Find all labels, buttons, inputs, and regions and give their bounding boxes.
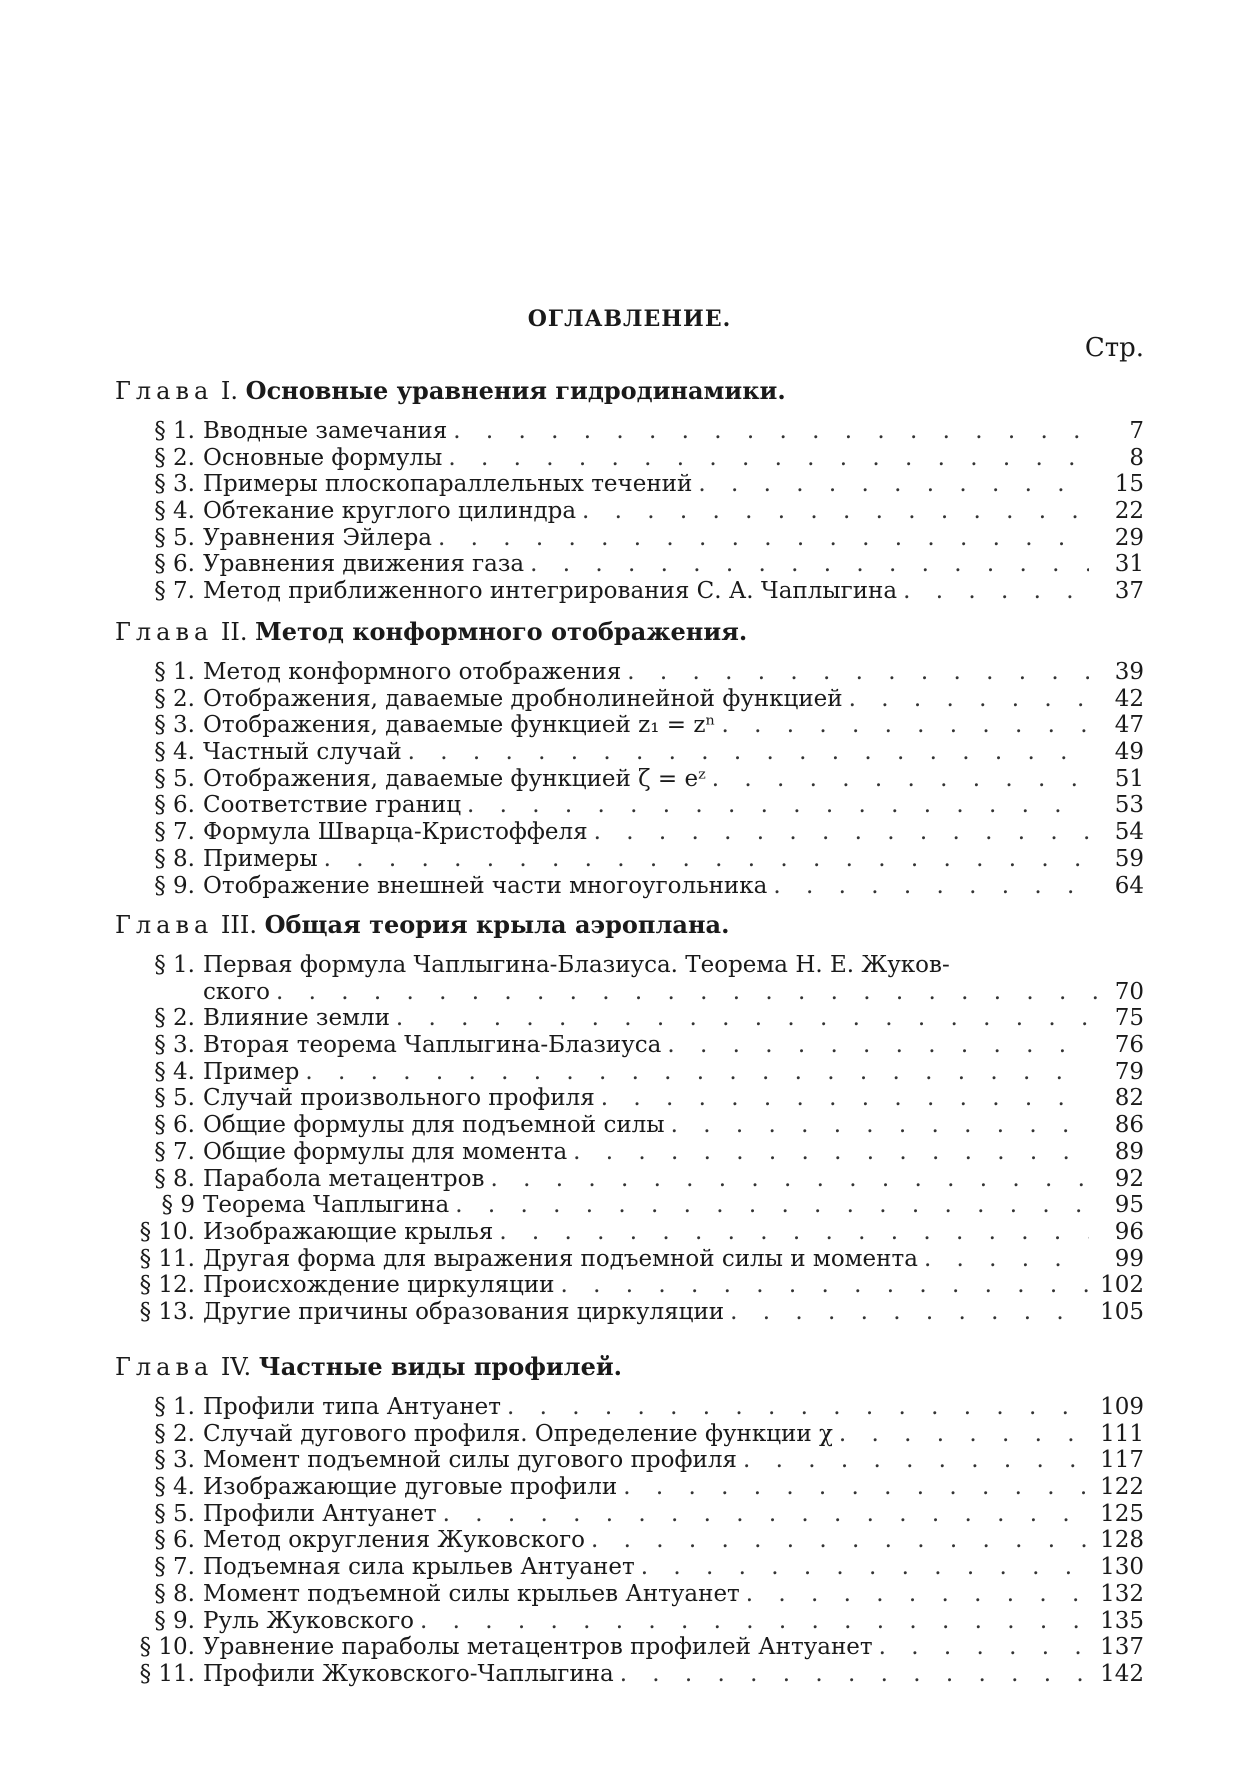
dot-leader — [567, 1139, 1089, 1166]
toc-entry[interactable] — [115, 846, 1144, 873]
section-number: § 3. — [154, 1032, 195, 1059]
toc-entry[interactable] — [115, 1634, 1144, 1661]
toc-entry[interactable] — [115, 792, 1144, 819]
page-number: 117 — [1100, 1447, 1144, 1474]
section-number: § 13. — [139, 1298, 195, 1325]
entry-title: Случай произвольного профиля — [203, 1085, 595, 1112]
entry-title: Общие формулы для подъемной силы — [203, 1112, 665, 1139]
section-number: § 5. — [154, 765, 195, 792]
page-number: 92 — [1114, 1165, 1144, 1192]
dot-leader — [461, 792, 1089, 819]
section-number: § 8. — [154, 1165, 195, 1192]
dot-leader — [767, 873, 1089, 900]
toc-entry[interactable] — [115, 1527, 1144, 1554]
dot-leader — [402, 739, 1089, 766]
toc-entry[interactable] — [115, 1447, 1144, 1474]
dot-leader — [484, 1166, 1089, 1193]
dot-leader — [833, 1421, 1089, 1448]
entry-title: Примеры плоскопараллельных течений — [203, 471, 693, 498]
entry-title: Уравнения движения газа — [203, 551, 525, 578]
dot-leader — [737, 1447, 1089, 1474]
dot-leader — [432, 525, 1089, 552]
toc-entry[interactable] — [115, 1661, 1144, 1688]
toc-entry[interactable] — [115, 1139, 1144, 1166]
dot-leader — [706, 766, 1089, 793]
entry-title-continued: ского — [203, 978, 271, 1005]
entry-title: Отображения, даваемые функцией z₁ = zⁿ — [203, 712, 716, 739]
section-number: § 8. — [154, 1580, 195, 1607]
toc-entry-continuation[interactable] — [115, 979, 1144, 1006]
entry-title: Руль Жуковского — [203, 1607, 414, 1634]
chapter-heading — [115, 1350, 1144, 1384]
page-number: 37 — [1114, 578, 1144, 605]
dot-leader — [524, 551, 1089, 578]
page-number: 7 — [1129, 418, 1144, 444]
section-number: § 10. — [139, 1218, 195, 1245]
section-number: § 12. — [139, 1272, 195, 1299]
dot-leader — [897, 578, 1089, 605]
section-number: § 8. — [154, 845, 195, 872]
dot-leader — [501, 1394, 1089, 1421]
section-number: § 9. — [154, 872, 195, 899]
toc-entry[interactable] — [115, 873, 1144, 900]
page-number: 132 — [1100, 1580, 1144, 1607]
page-number: 105 — [1100, 1298, 1144, 1325]
toc-entry[interactable] — [115, 659, 1144, 686]
toc-entry[interactable] — [115, 1608, 1144, 1635]
chapter-numeral: I. — [220, 377, 239, 405]
section-number: § 9 — [161, 1192, 195, 1219]
page-number: 42 — [1114, 685, 1144, 712]
page-number: 135 — [1100, 1607, 1144, 1634]
toc-entry[interactable] — [115, 1192, 1144, 1219]
section-number: § 3. — [154, 471, 195, 498]
section-number: § 6. — [154, 1112, 195, 1139]
entry-title: Изображающие дуговые профили — [203, 1474, 618, 1501]
page-number: 95 — [1114, 1192, 1144, 1219]
entry-title: Момент подъемной силы крыльев Антуанет — [203, 1580, 740, 1607]
page-number: 59 — [1114, 845, 1144, 872]
toc-entry[interactable] — [115, 952, 1144, 979]
toc-entry[interactable] — [115, 1005, 1144, 1032]
entry-title: Отображения, даваемые функцией ζ = eᶻ — [203, 765, 706, 792]
page-number: 76 — [1114, 1032, 1144, 1059]
toc-entry[interactable] — [115, 498, 1144, 525]
section-number: § 4. — [154, 498, 195, 525]
dot-leader — [918, 1246, 1089, 1273]
section-number: § 5. — [154, 524, 195, 551]
section-number: § 7. — [154, 1554, 195, 1581]
entry-title: Другая форма для выражения подъемной силы и момента — [203, 1245, 918, 1272]
page-title: ОГЛАВЛЕНИЕ. — [527, 306, 732, 332]
chapter-numeral: II. — [220, 618, 248, 646]
page-number: 29 — [1114, 524, 1144, 551]
toc-entry[interactable] — [115, 418, 1144, 445]
entry-title: Вторая теорема Чаплыгина-Блазиуса — [203, 1032, 662, 1059]
entry-list — [115, 1394, 1144, 1688]
chapter-word: Глава — [115, 377, 214, 405]
toc-entry[interactable] — [115, 1421, 1144, 1448]
entry-title: Общие формулы для момента — [203, 1138, 568, 1165]
entry-title: Примеры — [203, 845, 318, 872]
entry-title: Метод приближенного интегрирования С. А. Чаплыгина — [203, 578, 898, 605]
page-number: 22 — [1114, 498, 1144, 525]
page-number: 130 — [1100, 1554, 1144, 1581]
section-number: § 2. — [154, 1420, 195, 1447]
section-number: § 1. — [154, 952, 195, 978]
page-number: 89 — [1114, 1138, 1144, 1165]
toc-entry[interactable] — [115, 1272, 1144, 1299]
dot-leader — [617, 1474, 1089, 1501]
section-number: § 7. — [154, 1138, 195, 1165]
chapter-3 — [115, 908, 1144, 1326]
page-number: 128 — [1100, 1527, 1144, 1554]
entry-title: Профили типа Антуанет — [203, 1394, 502, 1420]
page-number: 137 — [1100, 1634, 1144, 1661]
toc-entry[interactable] — [115, 525, 1144, 552]
chapter-title: Частные виды профилей. — [258, 1352, 623, 1381]
section-number: § 1. — [154, 1394, 195, 1420]
section-number: § 3. — [154, 712, 195, 739]
entry-title: Изображающие крылья — [203, 1218, 494, 1245]
dot-leader — [576, 498, 1089, 525]
toc-entry[interactable] — [115, 1581, 1144, 1608]
page-number: 75 — [1114, 1005, 1144, 1032]
entry-title: Метод конформного отображения — [203, 659, 622, 685]
page-number: 86 — [1114, 1112, 1144, 1139]
entry-title: Отображения, даваемые дробнолинейной функцией — [203, 685, 843, 712]
chapter-title: Общая теория крыла аэроплана. — [264, 910, 730, 939]
section-number: § 1. — [154, 659, 195, 685]
toc-entry[interactable] — [115, 1554, 1144, 1581]
chapter-heading — [115, 615, 1144, 649]
page-number: 79 — [1114, 1058, 1144, 1085]
page-number: 39 — [1114, 659, 1144, 685]
entry-title: Отображение внешней части многоугольника — [203, 872, 768, 899]
page-number: 51 — [1114, 765, 1144, 792]
section-number: § 7. — [154, 819, 195, 846]
dot-leader — [437, 1501, 1089, 1528]
chapter-2 — [115, 615, 1144, 899]
entry-title: Теорема Чаплыгина — [203, 1192, 450, 1219]
toc-entry[interactable] — [115, 1166, 1144, 1193]
toc-entry[interactable] — [115, 1474, 1144, 1501]
entry-title: Обтекание круглого цилиндра — [203, 498, 577, 525]
toc-entry[interactable] — [115, 766, 1144, 793]
chapter-title: Основные уравнения гидродинамики. — [245, 376, 786, 405]
entry-list — [115, 952, 1144, 1326]
toc-entry[interactable] — [115, 1219, 1144, 1246]
entry-title: Уравнение параболы метацентров профилей Антуанет — [203, 1634, 873, 1661]
page-number: 99 — [1114, 1245, 1144, 1272]
toc-entry[interactable] — [115, 1112, 1144, 1139]
section-number: § 3. — [154, 1447, 195, 1474]
section-number: § 6. — [154, 792, 195, 819]
toc-entry[interactable] — [115, 445, 1144, 472]
page-number: 82 — [1114, 1085, 1144, 1112]
chapter-4 — [115, 1350, 1144, 1688]
dot-leader — [299, 1059, 1089, 1086]
toc-entry[interactable] — [115, 819, 1144, 846]
entry-title: Частный случай — [203, 739, 402, 766]
chapter-title: Метод конформного отображения. — [255, 617, 748, 646]
toc-entry[interactable] — [115, 1032, 1144, 1059]
entry-title: Соответствие границ — [203, 792, 462, 819]
dot-leader — [447, 418, 1089, 445]
dot-leader — [873, 1634, 1089, 1661]
entry-title: Влияние земли — [203, 1005, 390, 1032]
entry-title: Формула Шварца-Кристоффеля — [203, 819, 588, 846]
section-number: § 4. — [154, 1058, 195, 1085]
dot-leader — [715, 712, 1089, 739]
chapter-numeral: IV. — [220, 1353, 252, 1381]
page-number: 54 — [1114, 819, 1144, 846]
section-number: § 10. — [139, 1634, 195, 1661]
chapter-heading — [115, 908, 1144, 942]
page-number: 31 — [1114, 551, 1144, 578]
page-number: 142 — [1100, 1660, 1144, 1687]
section-number: § 2. — [154, 444, 195, 471]
section-number: § 4. — [154, 1474, 195, 1501]
section-number: § 7. — [154, 578, 195, 605]
entry-title: Первая формула Чаплыгина-Блазиуса. Теорема Н. Е. Жуков- — [203, 952, 950, 978]
page-number: 53 — [1114, 792, 1144, 819]
entry-title: Основные формулы — [203, 444, 443, 471]
toc-entry[interactable] — [115, 1394, 1144, 1421]
section-number: § 9. — [154, 1607, 195, 1634]
entry-title: Происхождение циркуляции — [203, 1272, 555, 1299]
section-number: § 4. — [154, 739, 195, 766]
entry-list — [115, 659, 1144, 899]
dot-leader — [442, 445, 1089, 472]
section-number: § 11. — [139, 1660, 195, 1687]
toc-entry[interactable] — [115, 712, 1144, 739]
entry-title: Пример — [203, 1058, 300, 1085]
page-number: 109 — [1100, 1394, 1144, 1420]
entry-title: Вводные замечания — [203, 418, 448, 444]
section-number: § 5. — [154, 1500, 195, 1527]
dot-leader — [843, 686, 1089, 713]
section-number: § 1. — [154, 418, 195, 444]
entry-title: Профили Жуковского-Чаплыгина — [203, 1660, 614, 1687]
entry-title: Уравнения Эйлера — [203, 524, 433, 551]
dot-leader — [740, 1581, 1089, 1608]
chapter-heading — [115, 374, 1144, 408]
dot-leader — [635, 1554, 1089, 1581]
entry-title: Момент подъемной силы дугового профиля — [203, 1447, 737, 1474]
entry-title: Подъемная сила крыльев Антуанет — [203, 1554, 635, 1581]
section-number: § 5. — [154, 1085, 195, 1112]
entry-title: Метод округления Жуковского — [203, 1527, 585, 1554]
dot-leader — [665, 1112, 1089, 1139]
page-number: 102 — [1100, 1272, 1144, 1299]
page-number: 111 — [1100, 1420, 1144, 1447]
section-number: § 11. — [139, 1245, 195, 1272]
chapter-word: Глава — [115, 911, 214, 939]
toc-entry[interactable] — [115, 578, 1144, 605]
entry-title: Парабола метацентров — [203, 1165, 485, 1192]
toc-entry[interactable] — [115, 471, 1144, 498]
toc-entry[interactable] — [115, 686, 1144, 713]
dot-leader — [621, 659, 1089, 686]
page-number: 125 — [1100, 1500, 1144, 1527]
page-number: 122 — [1100, 1474, 1144, 1501]
section-number: § 6. — [154, 1527, 195, 1554]
dot-leader — [661, 1032, 1089, 1059]
chapter-1 — [115, 374, 1144, 605]
page-number: 96 — [1114, 1218, 1144, 1245]
page-number: 49 — [1114, 739, 1144, 766]
page-number: 15 — [1114, 471, 1144, 498]
dot-leader — [390, 1005, 1089, 1032]
entry-title: Случай дугового профиля. Определение функции χ — [203, 1420, 833, 1447]
toc-entry[interactable] — [115, 1246, 1144, 1273]
chapter-numeral: III. — [220, 911, 257, 939]
section-number: § 6. — [154, 551, 195, 578]
page-number: 70 — [1114, 978, 1144, 1005]
toc-entry[interactable] — [115, 1501, 1144, 1528]
page-column-label: Стр. — [1084, 333, 1144, 363]
entry-title: Профили Антуанет — [203, 1500, 437, 1527]
toc-entry[interactable] — [115, 739, 1144, 766]
dot-leader — [614, 1661, 1089, 1688]
page-number: 47 — [1114, 712, 1144, 739]
dot-leader — [493, 1219, 1089, 1246]
dot-leader — [414, 1608, 1089, 1635]
dot-leader — [318, 846, 1089, 873]
dot-leader — [724, 1299, 1089, 1326]
chapter-word: Глава — [115, 1353, 214, 1381]
toc-entry[interactable] — [115, 1085, 1144, 1112]
section-number: § 2. — [154, 1005, 195, 1032]
page-number: 8 — [1129, 444, 1144, 471]
dot-leader — [449, 1192, 1089, 1219]
entry-title: Другие причины образования циркуляции — [203, 1298, 725, 1325]
chapter-word: Глава — [115, 618, 214, 646]
dot-leader — [270, 979, 1115, 1006]
dot-leader — [555, 1272, 1090, 1299]
entry-list — [115, 418, 1144, 605]
toc-entry[interactable] — [115, 1299, 1144, 1326]
toc-entry[interactable] — [115, 551, 1144, 578]
section-number: § 2. — [154, 685, 195, 712]
dot-leader — [585, 1527, 1089, 1554]
dot-leader — [692, 471, 1089, 498]
toc-entry[interactable] — [115, 1059, 1144, 1086]
page-number: 64 — [1114, 872, 1144, 899]
dot-leader — [595, 1085, 1089, 1112]
dot-leader — [588, 819, 1089, 846]
